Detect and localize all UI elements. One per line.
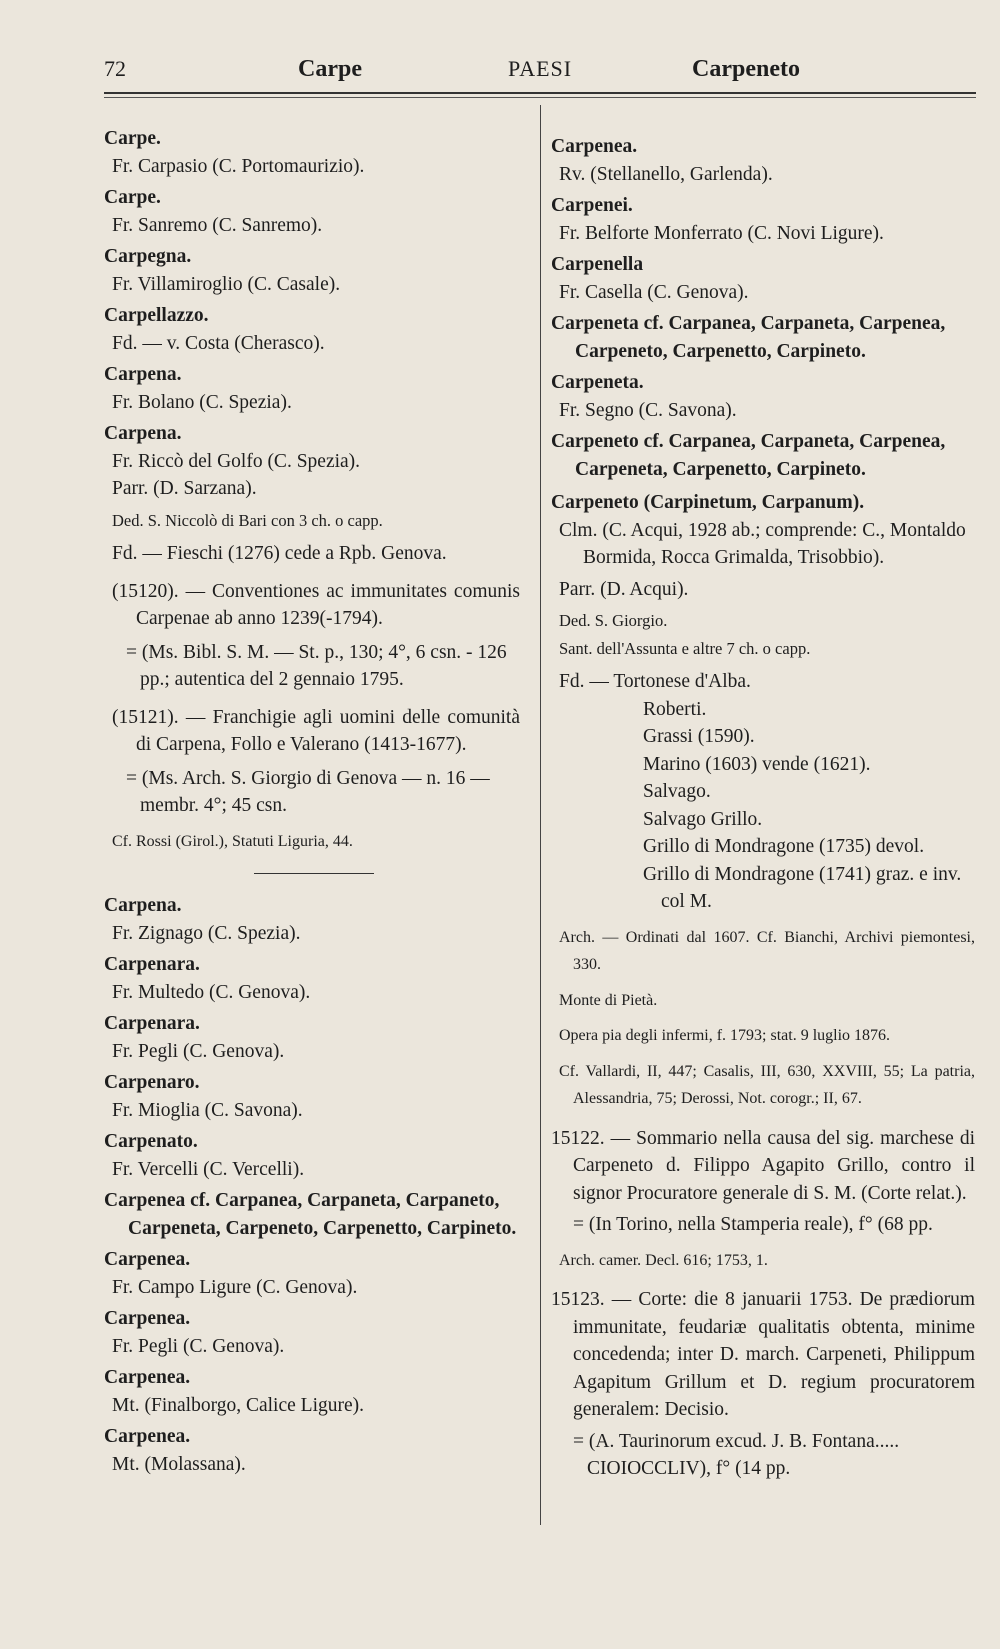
document-title: 15123. — Corte: die 8 januarii 1753. De prædiorum immunitate, feudariæ qualitatis obtenta, minime concedenda; inter D. march. Carpeneti, Philippum Agapitum Grillum et D. regium procuratorem generalem: Decisio. xyxy=(551,1289,975,1420)
entry-heading: Carpegna. xyxy=(104,246,192,267)
entry xyxy=(104,892,520,947)
running-head-center: PAESI xyxy=(508,56,573,81)
entry-heading: Carpenea. xyxy=(104,1367,191,1388)
document-title: 15122. — Sommario nella causa del sig. marchese di Carpeneto d. Filippo Agapito Grillo, contro il signor Procuratore generale di S. M. (Corte relat.). xyxy=(551,1127,975,1204)
document-15123 xyxy=(551,1286,975,1483)
entry-line: Fr. Pegli (C. Genova). xyxy=(112,1040,285,1062)
entry-line-small: Sant. dell'Assunta e altre 7 ch. o capp. xyxy=(559,638,811,658)
entry-line: Fr. Carpasio (C. Portomaurizio). xyxy=(112,155,365,177)
entry-heading: Carpenea. xyxy=(104,1308,191,1329)
document-title: (15121). — Franchigie agli uomini delle comunità di Carpena, Follo e Valerano (1413-1677). xyxy=(112,706,520,755)
running-head-right: Carpeneto xyxy=(692,56,800,82)
feudatari-line: Salvago. xyxy=(643,781,711,802)
entry xyxy=(104,1187,520,1242)
entry xyxy=(551,133,975,188)
right-column xyxy=(551,133,975,1489)
feudatari-line: Fd. — Tortonese d'Alba. xyxy=(559,671,751,692)
entry-line: Fr. Casella (C. Genova). xyxy=(559,281,749,303)
entry-heading: Carpenara. xyxy=(104,1013,200,1034)
entry-line: Fr. Campo Ligure (C. Genova). xyxy=(112,1276,358,1298)
entry xyxy=(104,1010,520,1065)
entry-line: Fr. Pegli (C. Genova). xyxy=(112,1335,285,1357)
entry xyxy=(104,951,520,1006)
entry-line: Fr. Belforte Monferrato (C. Novi Ligure). xyxy=(559,222,884,244)
entry-line: Parr. (D. Acqui). xyxy=(559,578,689,600)
entry xyxy=(551,251,975,306)
entry xyxy=(104,243,520,298)
feudatari-line: Grillo di Mondragone (1741) graz. e inv. col M. xyxy=(643,863,962,912)
entry xyxy=(551,192,975,247)
entry-heading: Carpena. xyxy=(104,895,182,916)
entry-heading: Carpellazzo. xyxy=(104,305,209,326)
note-monte: Monte di Pietà. xyxy=(559,991,658,1009)
entry-line: Fd. — Fieschi (1276) cede a Rpb. Genova. xyxy=(112,543,447,564)
document-15120 xyxy=(104,578,520,694)
entry xyxy=(104,1364,520,1419)
entry xyxy=(551,428,975,483)
feudatari-line: Salvago Grillo. xyxy=(643,808,763,830)
entry-line: Mt. (Molassana). xyxy=(112,1453,246,1475)
entry-heading: Carpeneta cf. Carpanea, Carpaneta, Carpenea, Carpeneto, Carpenetto, Carpineto. xyxy=(551,313,946,362)
entry-line: Rv. (Stellanello, Garlenda). xyxy=(559,163,773,185)
document-title: (15120). — Conventiones ac immunitates comunis Carpenae ab anno 1239(-1794). xyxy=(112,580,520,629)
entry-heading: Carpenea cf. Carpanea, Carpaneta, Carpaneto, Carpeneta, Carpeneto, Carpenetto, Carpineto. xyxy=(104,1190,517,1239)
feudatari-line: Roberti. xyxy=(643,698,707,720)
entry-line: Fd. — v. Costa (Cherasco). xyxy=(112,332,325,354)
running-head-left: Carpe xyxy=(298,56,362,82)
document-reference: = (Ms. Bibl. S. M. — St. p., 130; 4°, 6 csn. - 126 pp.; autentica del 2 gennaio 1795. xyxy=(126,641,507,690)
entry-heading: Carpeneto cf. Carpanea, Carpaneta, Carpenea, Carpeneta, Carpenetto, Carpineto. xyxy=(551,431,946,480)
note-archive: Arch. — Ordinati dal 1607. Cf. Bianchi, Archivi piemontesi, 330. xyxy=(559,928,975,973)
feudatari-line: Grillo di Mondragone (1735) devol. xyxy=(643,836,925,857)
section-separator xyxy=(254,873,374,874)
entry-heading: Carpenara. xyxy=(104,954,200,975)
entry-line-small: Ded. S. Niccolò di Bari con 3 ch. o capp. xyxy=(112,510,383,530)
entry-heading: Carpe. xyxy=(104,187,161,208)
document-note: Cf. Rossi (Girol.), Statuti Liguria, 44. xyxy=(112,832,353,850)
entry-heading: Carpenei. xyxy=(551,195,633,216)
left-column xyxy=(104,125,520,1482)
feudatari-line: Marino (1603) vende (1621). xyxy=(643,753,871,775)
entry-line: Clm. (C. Acqui, 1928 ab.; comprende: C., Montaldo Bormida, Rocca Grimalda, Trisobbio). xyxy=(559,519,966,568)
entry-line: Fr. Riccò del Golfo (C. Spezia). xyxy=(112,450,361,472)
header-rule-thin xyxy=(104,97,976,98)
entry-heading: Carpenato. xyxy=(104,1131,198,1152)
entry-line: Fr. Vercelli (C. Vercelli). xyxy=(112,1158,305,1180)
entry xyxy=(104,302,520,357)
entry xyxy=(104,361,520,416)
note-bibliography: Cf. Vallardi, II, 447; Casalis, III, 630, XXVIII, 55; La patria, Alessandria, 75; Derossi, Not. corogr.; II, 67. xyxy=(559,1062,975,1107)
entry-heading: Carpenea. xyxy=(104,1426,191,1447)
entry-line: Fr. Multedo (C. Genova). xyxy=(112,981,311,1003)
entry-heading: Carpena. xyxy=(104,423,182,444)
entry xyxy=(104,184,520,239)
entry xyxy=(104,1423,520,1478)
note-opera: Opera pia degli infermi, f. 1793; stat. 9 luglio 1876. xyxy=(559,1027,891,1044)
entry xyxy=(104,1069,520,1124)
entry-line: Mt. (Finalborgo, Calice Ligure). xyxy=(112,1394,365,1416)
entry-line: Fr. Bolano (C. Spezia). xyxy=(112,391,292,413)
document-reference: = (Ms. Arch. S. Giorgio di Genova — n. 16 — membr. 4°; 45 csn. xyxy=(126,767,490,816)
column-divider xyxy=(540,105,541,1525)
entry-heading: Carpe. xyxy=(104,128,161,149)
feudatari-line: Grassi (1590). xyxy=(643,726,755,747)
notes xyxy=(551,924,975,1113)
document-15121 xyxy=(104,704,520,856)
document-note: Arch. camer. Decl. 616; 1753, 1. xyxy=(559,1251,768,1269)
entry-line: Fr. Segno (C. Savona). xyxy=(559,399,737,421)
entry xyxy=(104,125,520,180)
entry-heading: Carpenea. xyxy=(104,1249,191,1270)
entry-line: Parr. (D. Sarzana). xyxy=(112,478,257,499)
entry-heading: Carpeneto (Carpinetum, Carpanum). xyxy=(551,492,865,513)
entry-heading: Carpenaro. xyxy=(104,1072,200,1093)
entry-line: Fr. Sanremo (C. Sanremo). xyxy=(112,214,323,236)
entry xyxy=(551,310,975,365)
entry-line-small: Ded. S. Giorgio. xyxy=(559,611,668,630)
document-15122 xyxy=(551,1125,975,1275)
entry-carpeneto xyxy=(551,489,975,662)
entry-heading: Carpena. xyxy=(104,364,182,385)
entry xyxy=(551,369,975,424)
entry-line: Fr. Villamiroglio (C. Casale). xyxy=(112,273,341,295)
entry-heading: Carpenella xyxy=(551,254,644,275)
entry xyxy=(104,1128,520,1183)
entry-heading: Carpeneta. xyxy=(551,372,644,393)
entry xyxy=(104,1246,520,1301)
document-reference: = (In Torino, nella Stamperia reale), f° (68 pp. xyxy=(573,1214,933,1235)
document-reference: = (A. Taurinorum excud. J. B. Fontana..... CIOIOCCLIV), f° (14 pp. xyxy=(573,1430,900,1479)
page-number: 72 xyxy=(104,56,126,81)
header-rule xyxy=(104,92,976,94)
entry-heading: Carpenea. xyxy=(551,136,638,157)
entry-line: Fr. Mioglia (C. Savona). xyxy=(112,1099,303,1121)
entry xyxy=(104,1305,520,1360)
feudatari-list xyxy=(551,668,975,916)
entry xyxy=(104,420,520,568)
entry-line: Fr. Zignago (C. Spezia). xyxy=(112,922,301,944)
